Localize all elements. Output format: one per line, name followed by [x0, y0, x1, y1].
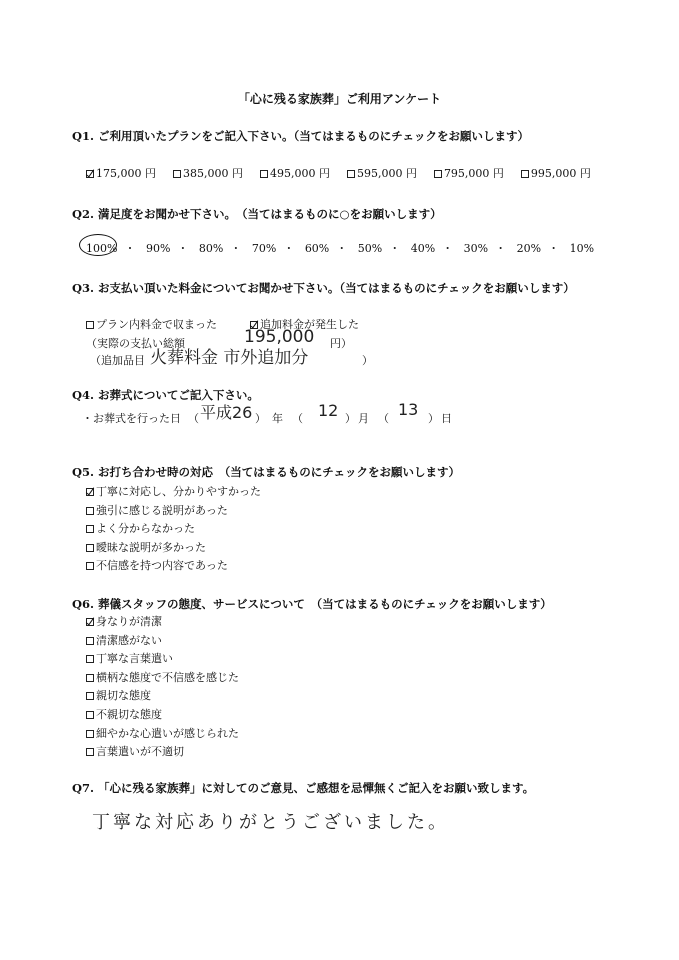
q6-option[interactable]: 不親切な態度: [86, 706, 239, 725]
q3-option-extra[interactable]: 追加料金が発生した: [250, 316, 359, 332]
q6-option[interactable]: 言葉遣いが不適切: [86, 743, 239, 762]
q4-label: Q4.: [72, 388, 95, 402]
q5-options: [86, 483, 261, 576]
checkbox-icon[interactable]: [347, 170, 355, 178]
q3-items-close: ）: [362, 354, 373, 367]
q7-text: 「心に残る家族葬」に対してのご意見、ご感想を忌憚無くご記入をお願い致します。: [98, 781, 535, 795]
survey-title: 「心に残る家族葬」ご利用アンケート: [237, 92, 442, 106]
q2-option-70[interactable]: 70%: [251, 242, 277, 255]
q1-option-995000[interactable]: 995,000 円: [521, 165, 591, 181]
q2-heading: [72, 206, 442, 222]
q2-option-10[interactable]: 10%: [569, 242, 595, 255]
checkbox-icon[interactable]: [86, 655, 94, 663]
q5-label: Q5.: [72, 465, 95, 479]
q3-option-plan[interactable]: プラン内料金で収まった: [86, 316, 217, 332]
q1-option-175000[interactable]: 175,000 円: [86, 165, 156, 181]
q6-option[interactable]: 親切な態度: [86, 687, 239, 706]
q3-text: お支払い頂いた料金についてお聞かせ下さい。（当てはまるものにチェックをお願いします）: [98, 281, 575, 295]
q1-option-795000[interactable]: 795,000 円: [434, 165, 504, 181]
q2-label: Q2.: [72, 207, 95, 221]
checkbox-icon[interactable]: [260, 170, 268, 178]
checkbox-icon[interactable]: [86, 674, 94, 682]
checkbox-icon[interactable]: [86, 711, 94, 719]
q5-option[interactable]: 丁寧に対応し、分かりやすかった: [86, 483, 261, 502]
q6-option[interactable]: 身なりが清潔: [86, 613, 239, 632]
checkbox-icon[interactable]: [86, 525, 94, 533]
q2-option-100[interactable]: 100%: [86, 242, 118, 255]
q1-option-385000[interactable]: 385,000 円: [173, 165, 243, 181]
q3-items-value[interactable]: 火葬料金 市外追加分: [150, 348, 309, 368]
q2-option-60[interactable]: 60%: [304, 242, 330, 255]
q4-date-label: ・お葬式を行った日: [82, 412, 181, 425]
checked-checkbox-icon[interactable]: [86, 618, 94, 626]
q6-heading: [72, 596, 552, 612]
q4-text: お葬式についてご記入下さい。: [98, 388, 259, 402]
q3-label: Q3.: [72, 281, 95, 295]
q5-option[interactable]: 不信感を持つ内容であった: [86, 557, 261, 576]
q2-option-20[interactable]: 20%: [516, 242, 542, 255]
q4-month-unit: 月: [358, 412, 369, 425]
q4-era-value[interactable]: 平成26: [200, 403, 253, 422]
q6-option[interactable]: 清潔感がない: [86, 632, 239, 651]
q3-items-label: （追加品目: [90, 354, 145, 367]
q2-option-90[interactable]: 90%: [145, 242, 171, 255]
q3-total-value[interactable]: 195,000: [244, 327, 315, 347]
q4-year-unit: 年: [272, 412, 283, 425]
checkbox-icon[interactable]: [86, 507, 94, 515]
checkbox-icon[interactable]: [86, 321, 94, 329]
q2-option-80[interactable]: 80%: [198, 242, 224, 255]
q3-total-unit: 円）: [330, 337, 352, 350]
q6-text: 葬儀スタッフの態度、サービスについて （当てはまるものにチェックをお願いします）: [98, 597, 552, 611]
q6-option[interactable]: 横柄な態度で不信感を感じた: [86, 669, 239, 688]
checkbox-icon[interactable]: [86, 637, 94, 645]
q2-options: 100% ・ 90% ・ 80% ・ 70% ・ 60% ・ 50% ・ 40% ・ 30% ・ 20% ・ 10%: [86, 242, 595, 255]
q7-label: Q7.: [72, 781, 95, 795]
q2-option-40[interactable]: 40%: [410, 242, 436, 255]
q5-option[interactable]: 曖昧な説明が多かった: [86, 539, 261, 558]
q6-option[interactable]: 丁寧な言葉遣い: [86, 650, 239, 669]
q5-option[interactable]: 強引に感じる説明があった: [86, 502, 261, 521]
q5-text: お打ち合わせ時の対応 （当てはまるものにチェックをお願いします）: [98, 465, 460, 479]
q6-label: Q6.: [72, 597, 95, 611]
checkbox-icon[interactable]: [86, 730, 94, 738]
q1-option-495000[interactable]: 495,000 円: [260, 165, 330, 181]
checkbox-icon[interactable]: [521, 170, 529, 178]
checkbox-icon[interactable]: [86, 544, 94, 552]
q7-answer[interactable]: 丁寧な対応ありがとうございました。: [92, 812, 449, 833]
q2-option-50[interactable]: 50%: [357, 242, 383, 255]
q4-day-value[interactable]: 13: [398, 400, 419, 419]
q1-options: [86, 165, 591, 181]
q1-heading: [72, 128, 529, 144]
q2-option-30[interactable]: 30%: [463, 242, 489, 255]
q6-options: [86, 613, 239, 762]
q4-month-value[interactable]: 12: [318, 401, 339, 420]
q6-option[interactable]: 細やかな心遣いが感じられた: [86, 725, 239, 744]
checkbox-icon[interactable]: [86, 692, 94, 700]
checked-checkbox-icon[interactable]: [86, 170, 94, 178]
q7-heading: [72, 780, 534, 796]
q5-heading: [72, 464, 460, 480]
q1-option-595000[interactable]: 595,000 円: [347, 165, 417, 181]
q5-option[interactable]: よく分からなかった: [86, 520, 261, 539]
q1-text: ご利用頂いたプランをご記入下さい。（当てはまるものにチェックをお願いします）: [98, 129, 529, 143]
checkbox-icon[interactable]: [173, 170, 181, 178]
checkbox-icon[interactable]: [86, 748, 94, 756]
q4-day-unit: 日: [441, 412, 452, 425]
q3-total-label: （実際の支払い総額: [86, 337, 185, 350]
q2-text: 満足度をお聞かせ下さい。 （当てはまるものに○をお願いします）: [98, 207, 442, 221]
q1-label: Q1.: [72, 129, 95, 143]
checkbox-icon[interactable]: [434, 170, 442, 178]
q3-heading: [72, 280, 575, 296]
checkbox-icon[interactable]: [86, 562, 94, 570]
checked-checkbox-icon[interactable]: [86, 488, 94, 496]
